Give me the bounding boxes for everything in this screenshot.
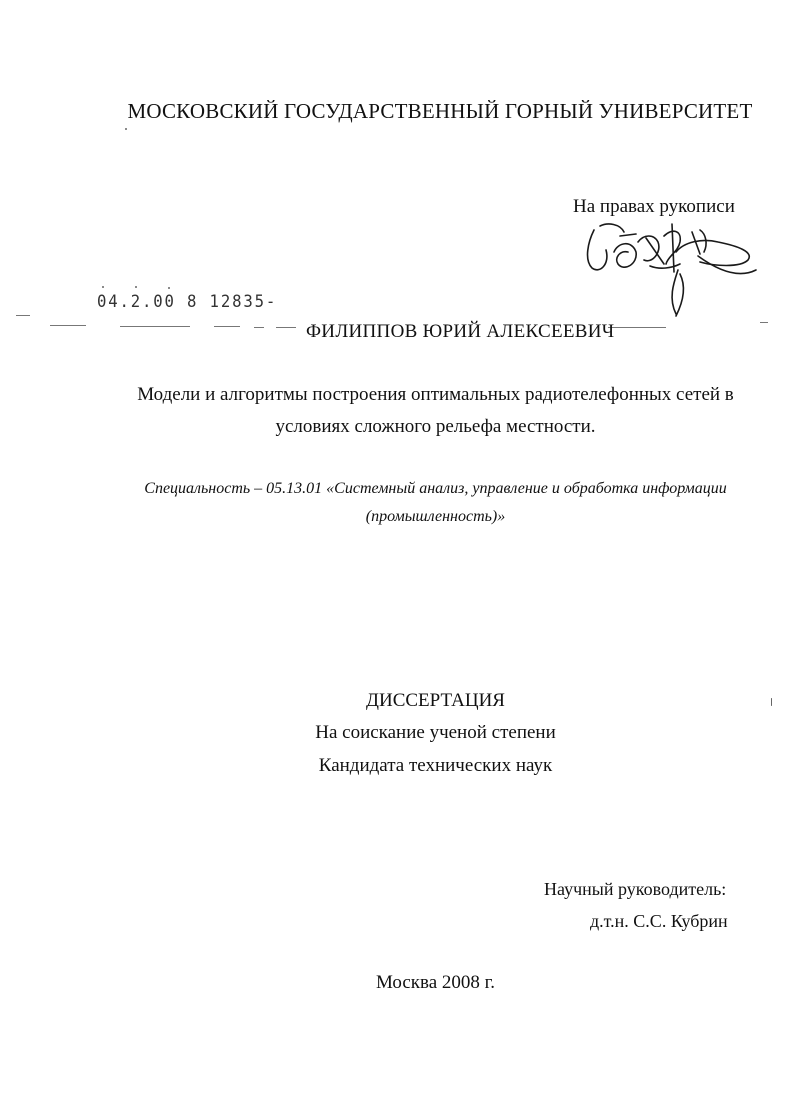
- supervisor-label: Научный руководитель:: [544, 879, 727, 899]
- thesis-title-line-1: Модели и алгоритмы построения оптимальных радиотелефонных сетей в: [137, 384, 734, 405]
- scan-artifact-line: [760, 322, 768, 323]
- scan-artifact-line: [50, 325, 86, 326]
- handwritten-signature: [580, 212, 770, 322]
- scan-speck: [771, 698, 772, 706]
- specialty-line-1: Специальность – 05.13.01 «Системный анализ, управление и обработка информации: [144, 480, 727, 497]
- scan-speck: [102, 286, 104, 288]
- archive-number: 04.2.00 8 12835-: [97, 292, 278, 312]
- place-and-year: Москва 2008 г.: [375, 972, 496, 993]
- scan-artifact-line: [276, 327, 296, 328]
- scan-artifact-line: [16, 315, 30, 316]
- document-type: ДИССЕРТАЦИЯ: [366, 690, 505, 711]
- author-name: ФИЛИППОВ ЮРИЙ АЛЕКСЕЕВИЧ: [306, 321, 615, 342]
- scan-artifact-line: [608, 327, 666, 328]
- scan-speck: [135, 286, 137, 288]
- degree-purpose: На соискание ученой степени: [315, 722, 556, 743]
- degree-name: Кандидата технических наук: [318, 755, 553, 776]
- scan-artifact-line: [214, 326, 240, 327]
- university-name: МОСКОВСКИЙ ГОСУДАРСТВЕННЫЙ ГОРНЫЙ УНИВЕРСИТЕТ: [127, 99, 753, 123]
- manuscript-note: На правах рукописи: [573, 196, 735, 217]
- specialty-line-2: (промышленность)»: [365, 508, 506, 525]
- scan-speck: [168, 287, 170, 289]
- scan-artifact-line: [254, 327, 264, 328]
- scan-artifact-line: [120, 326, 190, 327]
- supervisor-name: д.т.н. С.С. Кубрин: [590, 911, 728, 931]
- thesis-title-line-2: условиях сложного рельефа местности.: [275, 416, 596, 437]
- scan-speck: [125, 128, 127, 130]
